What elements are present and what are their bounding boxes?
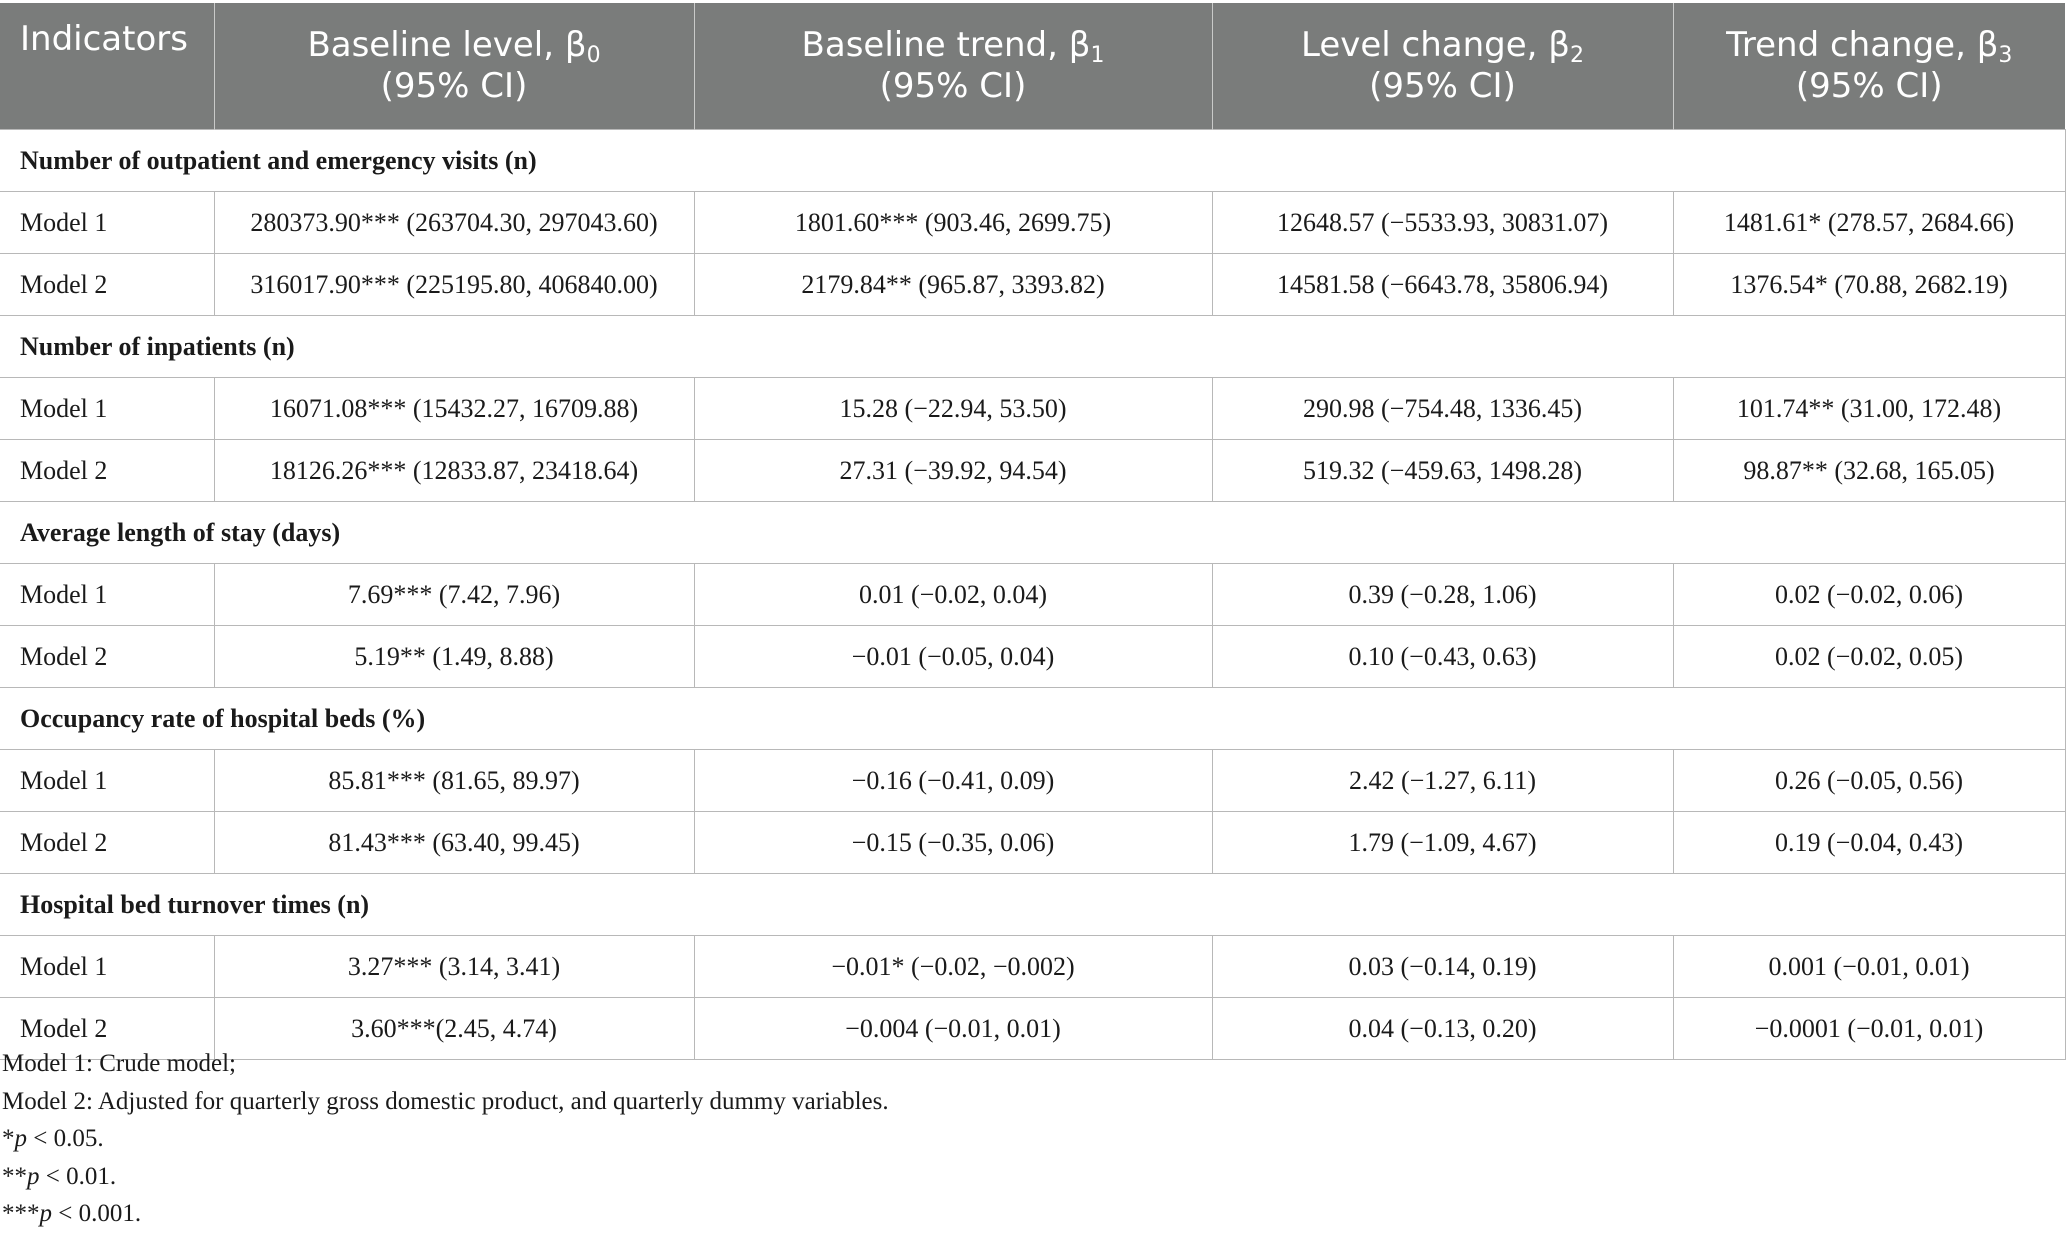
baseline-level-cell: 5.19** (1.49, 8.88) <box>214 626 694 688</box>
model-cell: Model 1 <box>0 564 214 626</box>
baseline-level-cell: 316017.90*** (225195.80, 406840.00) <box>214 254 694 316</box>
model-cell: Model 1 <box>0 378 214 440</box>
baseline-level-cell: 85.81*** (81.65, 89.97) <box>214 750 694 812</box>
baseline-trend-cell: −0.15 (−0.35, 0.06) <box>694 812 1212 874</box>
level-change-cell: 12648.57 (−5533.93, 30831.07) <box>1212 192 1673 254</box>
model-cell: Model 2 <box>0 812 214 874</box>
baseline-level-cell: 3.60***(2.45, 4.74) <box>214 998 694 1060</box>
model-cell: Model 1 <box>0 192 214 254</box>
footnote-sig-1: *p < 0.05. <box>2 1125 104 1152</box>
header-baseline-trend: Baseline trend, $\beta_1$ (95% CI) <box>694 3 1212 130</box>
model-cell: Model 1 <box>0 936 214 998</box>
baseline-level-cell: 18126.26*** (12833.87, 23418.64) <box>214 440 694 502</box>
baseline-trend-cell: −0.004 (−0.01, 0.01) <box>694 998 1212 1060</box>
header-trend-change: Trend change, $\beta_3$ (95% CI) <box>1673 3 2065 130</box>
baseline-level-cell: 7.69*** (7.42, 7.96) <box>214 564 694 626</box>
model-cell: Model 1 <box>0 750 214 812</box>
section-row <box>0 502 2065 564</box>
footnote-model-1: Model 1: Crude model; <box>2 1050 236 1077</box>
table-row <box>0 254 2065 316</box>
section-title: Average length of stay (days) <box>0 502 2065 564</box>
table-row <box>0 812 2065 874</box>
level-change-cell: 0.39 (−0.28, 1.06) <box>1212 564 1673 626</box>
table-row <box>0 378 2065 440</box>
trend-change-cell: 101.74** (31.00, 172.48) <box>1673 378 2065 440</box>
baseline-level-cell: 280373.90*** (263704.30, 297043.60) <box>214 192 694 254</box>
trend-change-cell: −0.0001 (−0.01, 0.01) <box>1673 998 2065 1060</box>
trend-change-cell: 0.19 (−0.04, 0.43) <box>1673 812 2065 874</box>
section-title: Occupancy rate of hospital beds (%) <box>0 688 2065 750</box>
level-change-cell: 290.98 (−754.48, 1336.45) <box>1212 378 1673 440</box>
section-row <box>0 316 2065 378</box>
level-change-cell: 1.79 (−1.09, 4.67) <box>1212 812 1673 874</box>
table-row <box>0 564 2065 626</box>
model-cell: Model 2 <box>0 998 214 1060</box>
baseline-level-cell: 81.43*** (63.40, 99.45) <box>214 812 694 874</box>
baseline-trend-cell: 0.01 (−0.02, 0.04) <box>694 564 1212 626</box>
table-row <box>0 936 2065 998</box>
table-row <box>0 192 2065 254</box>
trend-change-cell: 0.02 (−0.02, 0.05) <box>1673 626 2065 688</box>
table-header <box>0 3 2065 130</box>
trend-change-cell: 98.87** (32.68, 165.05) <box>1673 440 2065 502</box>
regression-results-table <box>0 3 2066 1060</box>
level-change-cell: 0.03 (−0.14, 0.19) <box>1212 936 1673 998</box>
results-table-container <box>0 3 2065 1060</box>
section-row <box>0 130 2065 192</box>
table-body <box>0 130 2065 1060</box>
section-title: Hospital bed turnover times (n) <box>0 874 2065 936</box>
trend-change-cell: 1481.61* (278.57, 2684.66) <box>1673 192 2065 254</box>
footnote-sig-3: ***p < 0.001. <box>2 1200 142 1227</box>
section-title: Number of outpatient and emergency visits (n) <box>0 130 2065 192</box>
trend-change-cell: 0.26 (−0.05, 0.56) <box>1673 750 2065 812</box>
section-title: Number of inpatients (n) <box>0 316 2065 378</box>
trend-change-cell: 1376.54* (70.88, 2682.19) <box>1673 254 2065 316</box>
footnote-sig-2: **p < 0.01. <box>2 1162 117 1190</box>
level-change-cell: 2.42 (−1.27, 6.11) <box>1212 750 1673 812</box>
section-row <box>0 688 2065 750</box>
baseline-level-cell: 3.27*** (3.14, 3.41) <box>214 936 694 998</box>
header-baseline-level: Baseline level, $\beta_0$ (95% CI) <box>214 3 694 130</box>
table-row <box>0 440 2065 502</box>
baseline-level-cell: 16071.08*** (15432.27, 16709.88) <box>214 378 694 440</box>
level-change-cell: 14581.58 (−6643.78, 35806.94) <box>1212 254 1673 316</box>
model-cell: Model 2 <box>0 254 214 316</box>
baseline-trend-cell: 27.31 (−39.92, 94.54) <box>694 440 1212 502</box>
level-change-cell: 0.10 (−0.43, 0.63) <box>1212 626 1673 688</box>
footnote-model-2: Model 2: Adjusted for quarterly gross domestic product, and quarterly dummy variables. <box>2 1087 889 1115</box>
section-row <box>0 874 2065 936</box>
table-row <box>0 626 2065 688</box>
baseline-trend-cell: −0.01* (−0.02, −0.002) <box>694 936 1212 998</box>
table-footnotes <box>2 1045 889 1233</box>
header-level-change: Level change, $\beta_2$ (95% CI) <box>1212 3 1673 130</box>
baseline-trend-cell: −0.01 (−0.05, 0.04) <box>694 626 1212 688</box>
baseline-trend-cell: 1801.60*** (903.46, 2699.75) <box>694 192 1212 254</box>
level-change-cell: 519.32 (−459.63, 1498.28) <box>1212 440 1673 502</box>
trend-change-cell: 0.02 (−0.02, 0.06) <box>1673 564 2065 626</box>
level-change-cell: 0.04 (−0.13, 0.20) <box>1212 998 1673 1060</box>
baseline-trend-cell: 15.28 (−22.94, 53.50) <box>694 378 1212 440</box>
baseline-trend-cell: 2179.84** (965.87, 3393.82) <box>694 254 1212 316</box>
model-cell: Model 2 <box>0 626 214 688</box>
baseline-trend-cell: −0.16 (−0.41, 0.09) <box>694 750 1212 812</box>
table-row <box>0 750 2065 812</box>
model-cell: Model 2 <box>0 440 214 502</box>
header-indicators: Indicators <box>0 3 214 130</box>
trend-change-cell: 0.001 (−0.01, 0.01) <box>1673 936 2065 998</box>
